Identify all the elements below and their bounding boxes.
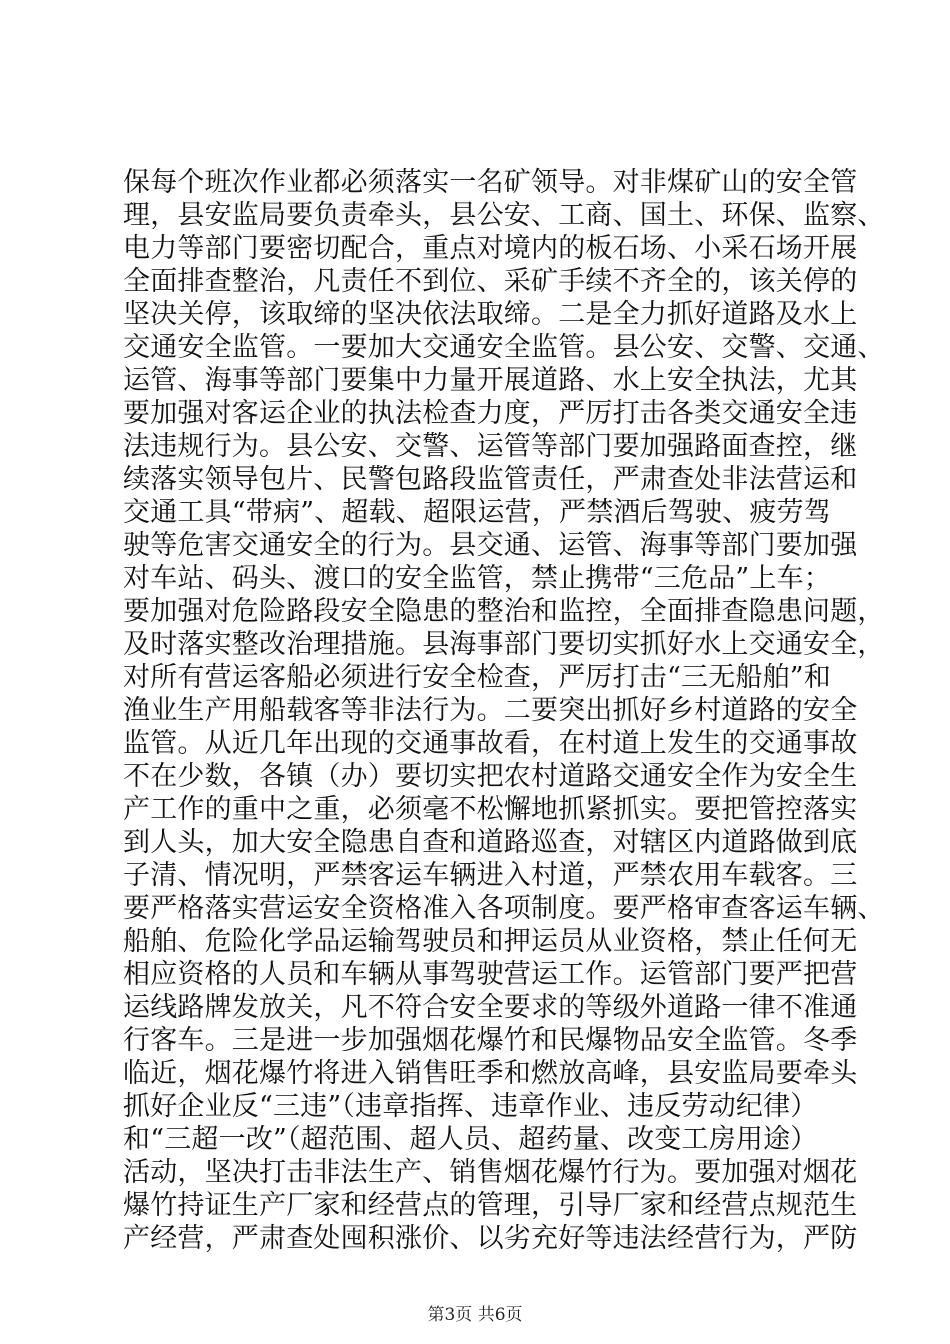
body-text (123, 166, 885, 1255)
text-line: 抓好企业反“三违”（违章指挥、违章作业、违反劳动纪律） (123, 1091, 818, 1122)
text-line: 对所有营运客船必须进行安全检查，严厉打击“三无船舶”和 (123, 662, 832, 693)
text-line: 船舶、危险化学品运输驾驶员和押运员从业资格，禁止任何无 (123, 926, 858, 957)
text-line: 要严格落实营运安全资格准入各项制度。要严格审查客运车辆、 (123, 893, 885, 924)
text-line: 活动，坚决打击非法生产、销售烟花爆竹行为。要加强对烟花 (123, 1157, 858, 1188)
text-line: 及时落实整改治理措施。县海事部门要切实抓好水上交通安全， (123, 629, 885, 660)
text-line: 法违规行为。县公安、交警、运管等部门要加强路面查控，继 (123, 431, 858, 462)
text-line: 行客车。三是进一步加强烟花爆竹和民爆物品安全监管。冬季 (123, 1025, 858, 1056)
text-line: 不在少数，各镇（办）要切实把农村道路交通安全作为安全生 (123, 761, 858, 792)
text-line: 对车站、码头、渡口的安全监管，禁止携带“三危品”上车； (123, 563, 832, 594)
text-line: 和“三超一改”（超范围、超人员、超药量、改变工房用途） (123, 1124, 818, 1155)
text-line: 电力等部门要密切配合，重点对境内的板石场、小采石场开展 (123, 233, 858, 264)
text-line: 临近，烟花爆竹将进入销售旺季和燃放高峰，县安监局要牵头 (123, 1058, 858, 1089)
text-line: 产经营，严肃查处囤积涨价、以劣充好等违法经营行为，严防 (123, 1223, 858, 1254)
page-footer: 第3页 共6页 (427, 1305, 523, 1325)
text-line: 监管。从近几年出现的交通事故看，在村道上发生的交通事故 (123, 728, 858, 759)
text-line: 相应资格的人员和车辆从事驾驶营运工作。运管部门要严把营 (123, 959, 858, 990)
text-line: 理，县安监局要负责牵头，县公安、工商、国土、环保、监察、 (123, 200, 885, 231)
text-line: 产工作的重中之重，必须毫不松懈地抓紧抓实。要把管控落实 (123, 794, 858, 825)
text-line: 要加强对客运企业的执法检查力度，严厉打击各类交通安全违 (123, 398, 858, 429)
text-line: 交通安全监管。一要加大交通安全监管。县公安、交警、交通、 (123, 332, 885, 363)
text-line: 到人头，加大安全隐患自查和道路巡查，对辖区内道路做到底 (123, 827, 858, 858)
text-line: 子清、情况明，严禁客运车辆进入村道，严禁农用车载客。三 (123, 860, 858, 891)
text-line: 驶等危害交通安全的行为。县交通、运管、海事等部门要加强 (123, 530, 858, 561)
text-line: 保每个班次作业都必须落实一名矿领导。对非煤矿山的安全管 (123, 167, 858, 198)
text-line: 渔业生产用船载客等非法行为。二要突出抓好乡村道路的安全 (123, 695, 858, 726)
text-line: 爆竹持证生产厂家和经营点的管理，引导厂家和经营点规范生 (123, 1190, 858, 1221)
text-line: 坚决关停，该取缔的坚决依法取缔。二是全力抓好道路及水上 (123, 299, 858, 330)
text-line: 全面排查整治，凡责任不到位、采矿手续不齐全的，该关停的 (123, 266, 858, 297)
text-line: 要加强对危险路段安全隐患的整治和监控，全面排查隐患问题， (123, 596, 885, 627)
text-line: 运线路牌发放关，凡不符合安全要求的等级外道路一律不准通 (123, 992, 858, 1023)
text-line: 运管、海事等部门要集中力量开展道路、水上安全执法，尤其 (123, 365, 858, 396)
text-line: 续落实领导包片、民警包路段监管责任，严肃查处非法营运和 (123, 464, 858, 495)
text-line: 交通工具“带病”、超载、超限运营，严禁酒后驾驶、疲劳驾 (123, 497, 832, 528)
